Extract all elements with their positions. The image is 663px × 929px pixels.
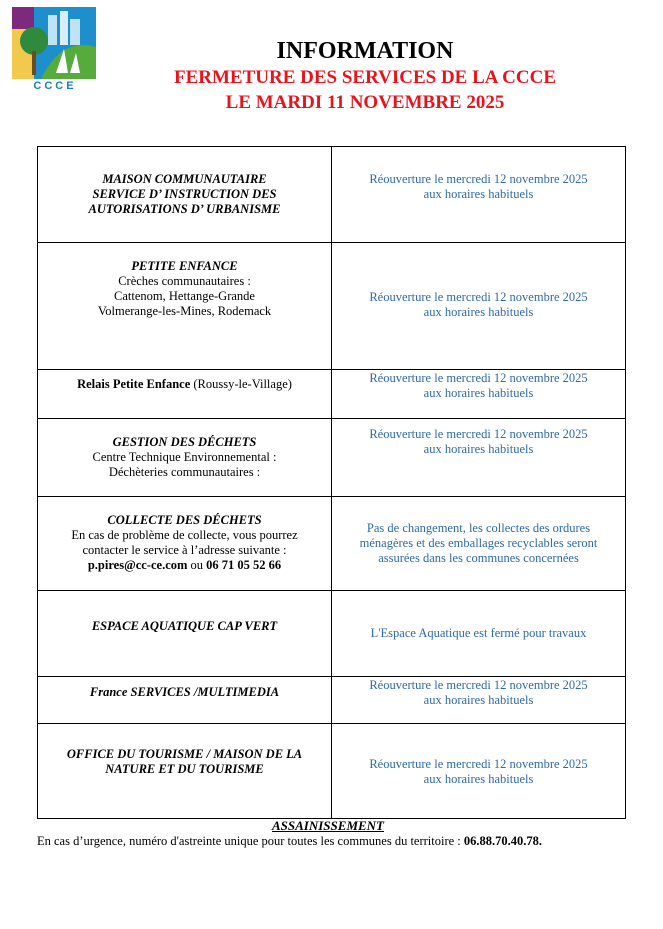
status-line: aux horaires habituels (423, 693, 534, 707)
service-cell (38, 370, 332, 419)
logo-text: CCCE (33, 80, 77, 92)
footer-sentence: En cas d’urgence, numéro d'astreinte unique pour toutes les communes du territoire : (37, 834, 464, 848)
service-detail: contacter le service à l’adresse suivante : (82, 543, 287, 557)
service-heading: MAISON COMMUNAUTAIRE (102, 172, 267, 186)
status-line: L'Espace Aquatique est fermé pour travaux (370, 626, 587, 640)
status-cell (332, 591, 626, 677)
service-cell (38, 677, 332, 724)
status-line: aux horaires habituels (423, 772, 534, 786)
service-heading: France SERVICES /MULTIMEDIA (89, 685, 280, 699)
status-cell (332, 419, 626, 497)
service-cell (38, 724, 332, 819)
status-line: Réouverture le mercredi 12 novembre 2025 (369, 172, 588, 186)
service-cell (38, 591, 332, 677)
service-detail: Crèches communautaires : (118, 274, 251, 288)
status-line: Réouverture le mercredi 12 novembre 2025 (369, 290, 588, 304)
service-heading: PETITE ENFANCE (131, 259, 238, 273)
status-line: Réouverture le mercredi 12 novembre 2025 (369, 371, 588, 385)
status-line: aux horaires habituels (423, 187, 534, 201)
service-heading-line: NATURE ET DU TOURISME (105, 762, 264, 776)
service-heading: COLLECTE DES DÉCHETS (107, 513, 262, 527)
service-cell (38, 419, 332, 497)
contact-email[interactable]: p.pires@cc-ce.com (87, 558, 188, 572)
table-row (38, 370, 626, 419)
table-row (38, 419, 626, 497)
table-row (38, 724, 626, 819)
table-row (38, 497, 626, 591)
contact-phone: 06 71 05 52 66 (206, 558, 282, 572)
status-line: aux horaires habituels (423, 305, 534, 319)
emergency-phone: 06.88.70.40.78. (463, 834, 543, 848)
service-heading: ESPACE AQUATIQUE CAP VERT (91, 619, 278, 633)
status-cell (332, 147, 626, 243)
status-line: aux horaires habituels (423, 442, 534, 456)
table-row (38, 243, 626, 370)
service-cell (38, 497, 332, 591)
service-heading-line: SERVICE D’ INSTRUCTION DES (92, 187, 277, 201)
status-line: assurées dans les communes concernées (378, 551, 579, 565)
service-detail: Centre Technique Environnemental : (92, 450, 277, 464)
footer-text (37, 834, 542, 849)
status-line: Pas de changement, les collectes des ordures (366, 521, 591, 535)
status-cell (332, 677, 626, 724)
subtitle-line-2: LE MARDI 11 NOVEMBRE 2025 (225, 92, 505, 113)
logo-graphic (12, 7, 96, 79)
service-heading: OFFICE DU TOURISME / MAISON DE LA (66, 747, 303, 761)
service-detail: Déchèteries communautaires : (108, 465, 261, 479)
service-detail: Cattenom, Hettange-Grande (114, 289, 255, 303)
service-heading-line: AUTORISATIONS D’ URBANISME (88, 202, 281, 216)
status-line: Réouverture le mercredi 12 novembre 2025 (369, 757, 588, 771)
status-line: ménagères et des emballages recyclables seront (359, 536, 598, 550)
footer-title: ASSAINISSEMENT (272, 818, 384, 833)
page-title: INFORMATION (276, 38, 454, 64)
status-cell (332, 243, 626, 370)
service-detail: Volmerange-les-Mines, Rodemack (97, 304, 272, 318)
service-cell (38, 243, 332, 370)
status-line: aux horaires habituels (423, 386, 534, 400)
service-location: (Roussy-le-Village) (190, 377, 292, 391)
table-row (38, 147, 626, 243)
contact-line (44, 558, 325, 573)
service-detail: En cas de problème de collecte, vous pourrez (71, 528, 298, 542)
status-cell (332, 370, 626, 419)
service-heading: GESTION DES DÉCHETS (112, 435, 257, 449)
service-cell (38, 147, 332, 243)
subtitle-line-1: FERMETURE DES SERVICES DE LA CCCE (173, 67, 557, 88)
status-line: Réouverture le mercredi 12 novembre 2025 (369, 427, 588, 441)
table-row (38, 677, 626, 724)
services-table (37, 146, 626, 819)
status-line: Réouverture le mercredi 12 novembre 2025 (369, 678, 588, 692)
contact-separator: ou (187, 558, 207, 572)
status-cell (332, 497, 626, 591)
service-name: Relais Petite Enfance (77, 377, 191, 391)
table-row (38, 591, 626, 677)
status-cell (332, 724, 626, 819)
